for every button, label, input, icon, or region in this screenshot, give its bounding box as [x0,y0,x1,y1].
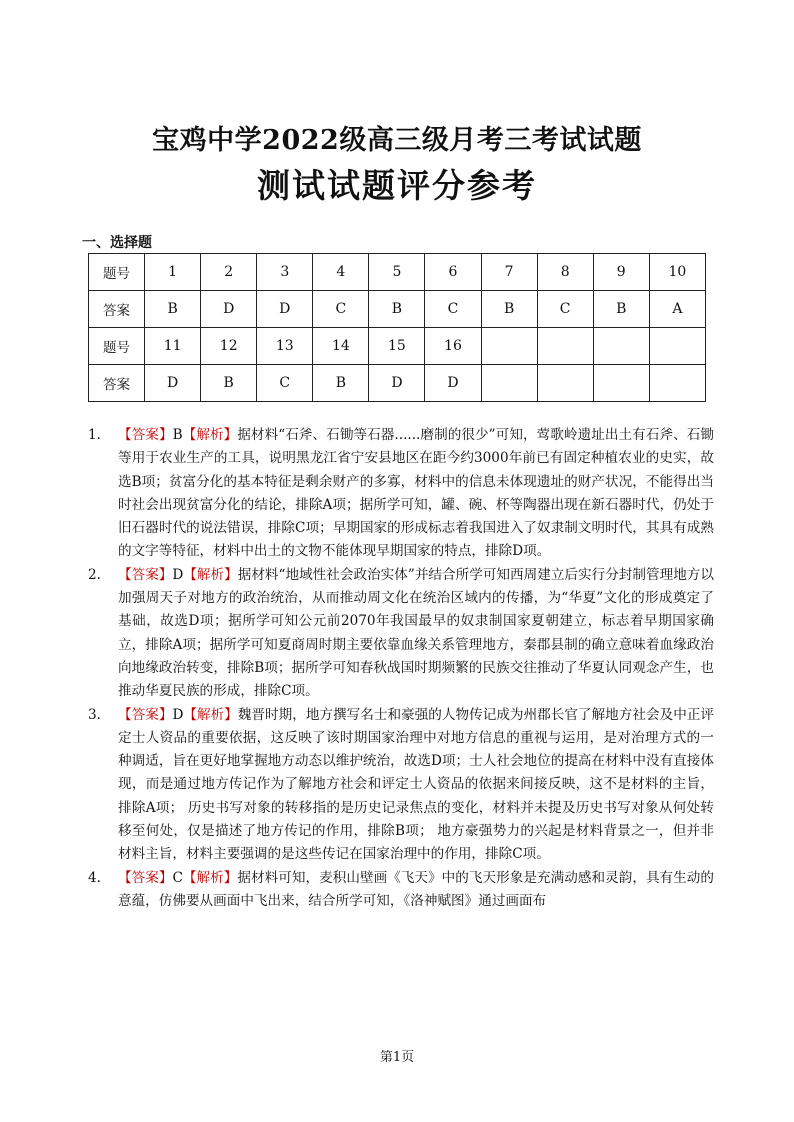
question-row [89,254,706,291]
answer-letter-cell: C [313,291,369,328]
answer-letter-cell: B [201,365,257,402]
page-number: 第1页 [379,1050,415,1065]
question-number-cell: 10 [649,254,705,291]
answer-tag: 【答案】 [118,427,173,443]
question-number-cell: 11 [145,328,201,365]
answer-letter-cell: B [481,291,537,328]
question-number-cell: 1 [145,254,201,291]
answer-letter-cell: B [369,291,425,328]
answer-letter-cell: B [593,291,649,328]
question-number-cell: 3 [257,254,313,291]
question-number-cell: 16 [425,328,481,365]
answer-letter-cell: B [145,291,201,328]
answer-tag: 【答案】 [118,869,173,886]
answer-letter-cell: B [313,365,369,402]
item-answer: B [172,427,183,443]
question-number-cell: 13 [257,328,313,365]
question-number-cell [481,328,537,365]
item-number: 3. [88,706,101,723]
analysis-item [88,424,714,564]
item-number: 4. [88,869,101,886]
item-text: 据材料可知，麦积山壁画《飞天》中的飞天形象是充满动感和灵韵，具有生动的意蕴，仿佛要从画面中飞出来，结合所学可知，《洛神赋图》通过画面布 [118,869,715,909]
answer-letter-cell: A [649,291,705,328]
question-number-cell: 5 [369,254,425,291]
answer-letter-cell: D [369,365,425,402]
answer-letter-cell: D [257,291,313,328]
answer-letter-cell: C [257,365,313,402]
section-heading: 一、选择题 [82,235,152,251]
question-number-cell [649,328,705,365]
analysis-tag: 【解析】 [183,706,238,723]
analysis-item [88,867,714,914]
item-answer: D [172,566,184,583]
item-answer: D [172,706,184,723]
item-number: 2. [88,566,101,583]
answer-letter-cell [649,365,705,402]
answer-letter-cell: D [145,365,201,402]
question-number-cell: 14 [313,328,369,365]
answer-letter-cell [481,365,537,402]
item-text: 据材料“地域性社会政治实体”并结合所学可知西周建立后实行分封制管理地方以加强周天子对地方的政治统治，从而推动周文化在统治区域内的传播，为“华夏”文化的形成奠定了基础，故选D项；据所学可知公元前2070年我国最早的奴隶制国家夏朝建立，标志着早期国家确立，排除A项；据所学可知夏商周时期主要依靠血缘关系管理地方，秦郡县制的确立意味着血缘政治向地缘政治转变，排除B项；据所学可知春秋战国时期频繁的民族交往推动了华夏认同观念产生，也推动华夏民族的形成，排除C项。 [118,566,715,700]
analysis-list [88,424,714,913]
analysis-item [88,704,714,867]
item-number: 1. [88,427,101,443]
answer-letter-cell: D [201,291,257,328]
answer-table [88,253,706,402]
question-number-cell: 6 [425,254,481,291]
item-text: 据材料“石斧、石锄等石器......磨制的很少”可知，莺歌岭遗址出土有石斧、石锄等用于农业生产的工具，说明黑龙江省宁安县地区在距今约3000年前已有固定种植农业的史实，故选B项；贫富分化的基本特征是剩余财产的多寡，材料中的信息未体现遗址的财产状况，不能得出当时社会出现贫富分化的结论，排除A项；据所学可知，罐、碗、杯等陶器出现在新石器时代，仍处于旧石器时代的说法错误，排除C项；早期国家的形成标志着我国进入了奴隶制文明时代，其具有成熟的文字等特征，材料中出土的文物不能体现早期国家的特点，排除D项。 [118,427,715,560]
answer-letter-cell [537,365,593,402]
answer-row [89,291,706,328]
analysis-item [88,564,714,704]
question-number-cell: 4 [313,254,369,291]
question-row [89,328,706,365]
answer-letter-cell: D [425,365,481,402]
question-number-cell [537,328,593,365]
question-number-cell: 7 [481,254,537,291]
document-subtitle: 测试试题评分参考 [257,166,537,205]
analysis-tag: 【解析】 [182,869,238,886]
question-number-cell: 12 [201,328,257,365]
answer-letter-cell [593,365,649,402]
answer-label: 答案 [89,365,145,402]
question-number-cell: 8 [537,254,593,291]
answer-letter-cell: C [537,291,593,328]
question-number-cell: 9 [593,254,649,291]
question-label: 题号 [89,328,145,365]
answer-letter-cell: C [425,291,481,328]
document-title: 宝鸡中学2022级高三级月考三考试试题 [152,125,642,156]
answer-row [89,365,706,402]
question-number-cell: 15 [369,328,425,365]
question-number-cell: 2 [201,254,257,291]
question-number-cell [593,328,649,365]
question-label: 题号 [89,254,145,291]
answer-label: 答案 [89,291,145,328]
answer-tag: 【答案】 [118,706,173,723]
item-text: 魏晋时期，地方撰写名士和豪强的人物传记成为州郡长官了解地方社会及中正评定士人资品的重要依据，这反映了该时期国家治理中对地方信息的重视与运用，是对治理方式的一种调适，旨在更好地掌握地方动态以维护统治，故选D项；士人社会地位的提高在材料中没有直接体现，而是通过地方传记作为了解地方社会和评定士人资品的依据来间接反映，这不是材料的主旨，排除A项； 历史书写对象的转移指的是历史记录焦点的变化，材料并未提及历史书写对象从何处转移至何处，仅是描述了地方传记的作用，排除B项； 地方豪强势力的兴起是材料背景之一，但并非材料主旨，材料主要强调的是这些传记在国家治理中的作用，排除C项。 [118,706,715,863]
analysis-tag: 【解析】 [183,566,238,583]
item-answer: C [172,869,183,886]
analysis-tag: 【解析】 [182,427,238,443]
answer-tag: 【答案】 [118,566,173,583]
